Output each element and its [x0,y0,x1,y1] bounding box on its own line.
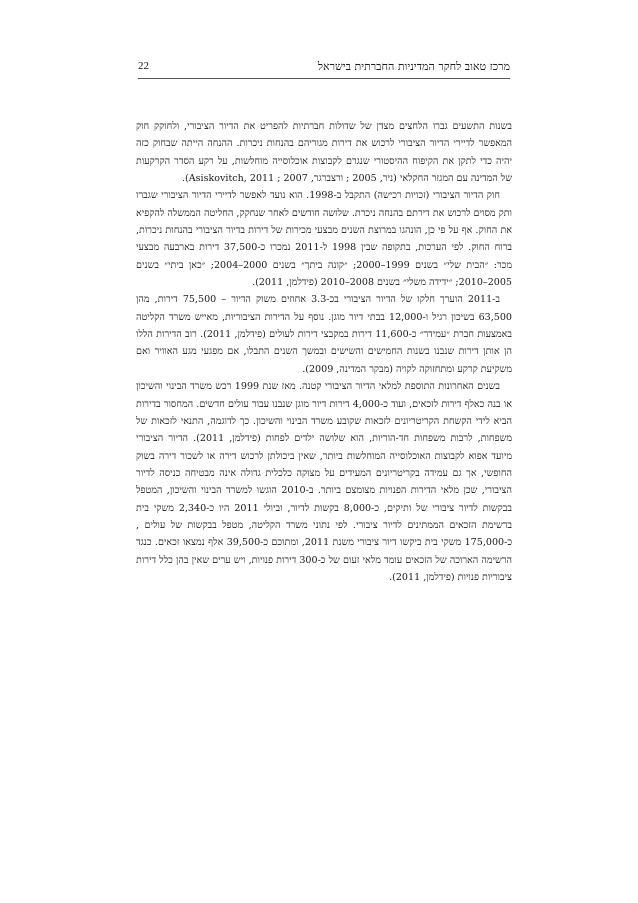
paragraph-2: חוק הדיור הציבורי (זכויות רכישה) התקבל ב-1998. הוא נועד לאפשר לדיירי הדיור הציבורי שגברו ותק מסוים לרכוש את דירתם בהנחה ניכרת. שלושה חודשים לאחר שנחקק, החליטה הממשלה להקפיא את החוק. אף על פי כן, הונהגו במרוצת השנים מבצעי מכירות של דירות בדיור הציבורי בהנחות ניכרות, ברוח החוק. לפי הערכות, בתקופה שבין 1998 ל-2011 נמכרו כ-37,500 דירות בארבעה מבצעי מכר: ״הבית שלי״ בשנים 1999–2000; ״קונה ביתך״ בשנים 2000–2004; ״כאן ביתי״ בשנים 2005–2010; ״ידידה משלי״ בשנים 2008–2010 (פידלמן, 2011). [136,190,512,289]
paragraph-1: בשנות התשעים גברו הלחצים מצדן של שדולות חברתיות להפריט את הדיור הציבורי, ולחוקק חוק המאפשר לדיירי הדיור הציבורי לרכוש את דירות מגוריהם בהנחות ניכרות. ההנחה הייתה שבחוק כזה יהיה כדי לתקן את הקיפוח ההיסטורי שנגרם לקבוצות אוכלוסייה מוחלשות, על רקע הסדר הקרקעות של המדינה עם המגזר החקלאי (ניר, 2005 ; ורצברגר, 2007 ; Asiskovitch, 2011). [136,121,512,185]
header-title: מרכז טאוב לחקר המדיניות החברתית בישראל [317,60,510,73]
body-text [136,118,512,586]
running-header [138,60,510,80]
page-number: 22 [138,60,149,72]
header-rule [138,78,510,79]
paragraph-4: בשנים האחרונות התוספת למלאי הדיור הציבורי קטנה. מאז שנת 1999 רכש משרד הבינוי והשיכון או בנה כאלף דירות לזכאים, ועוד כ-4,000 דירות דיור מוגן שנבנו עבור עולים חדשים. המחסור בדירות הביא לידי הקשחת הקריטריונים לזכאות שקובע משרד הבינוי והשיכון. כך לדוגמה, התנאי לזכאות של משפחות, לרבות משפחות חד-הוריות, הוא שלושה ילדים לפחות (פידלמן, 2011). הדיור הציבורי מיועד אפוא לקבוצות האוכלוסייה המוחלשות ביותר, שאין ביכולתן לרכוש דירה או לשכור דירה בשוק החופשי, אך גם עמידה בקריטריונים המעידים על מצוקה כלכלית גדולה אינה מבטיחה כניסה לדיור הציבורי, שכן מלאי הדירות הפנויות מצומצם ביותר. ב-2010 הוגשו למשרד הבינוי והשיכון, המטפל בבקשות לדיור ציבורי של ותיקים, כ-8,000 בקשות לדיור, וביולי 2011 היו כ-2,340 משקי בית ברשימת הזכאים הממתינים לדיור ציבורי. לפי נתוני משרד הקליטה, מטפל בבקשות של עולים , כ-175,000 משקי בית ביקשו דיור ציבורי משנת 2011, ומתוכם כ-39,500 אלף נמצאו זכאים. כנגד הרשימה הארוכה של הזכאים עומד מלאי זעום של כ-300 דירות פנויות, ויש ערים שאין בהן כלל דירות ציבוריות פנויות (פידלמן, 2011). [136,381,512,583]
paragraph-3: ב-2011 הוערך חלקו של הדיור הציבורי בכ-3.3 אחוזים משוק הדיור – 75,500 דירות, מהן 63,500 בשיכון רגיל ו-12,000 בבתי דיור מוגן. נוסף על הדירות הציבוריות, מאייש משרד הקליטה באמצעות חברת ״עמידר״ כ-11,600 דירות במקבצי דירות לעולים (פידלמן, 2011). רוב הדירות הללו הן אותן דירות שנבנו בשנות החמישים והשישים ובמשך השנים התבלו, אם מפגעי מגע האוויר ואם משקיעת קרקע ומתחזוקה לקויה (מבקר המדינה, 2009). [136,294,512,375]
